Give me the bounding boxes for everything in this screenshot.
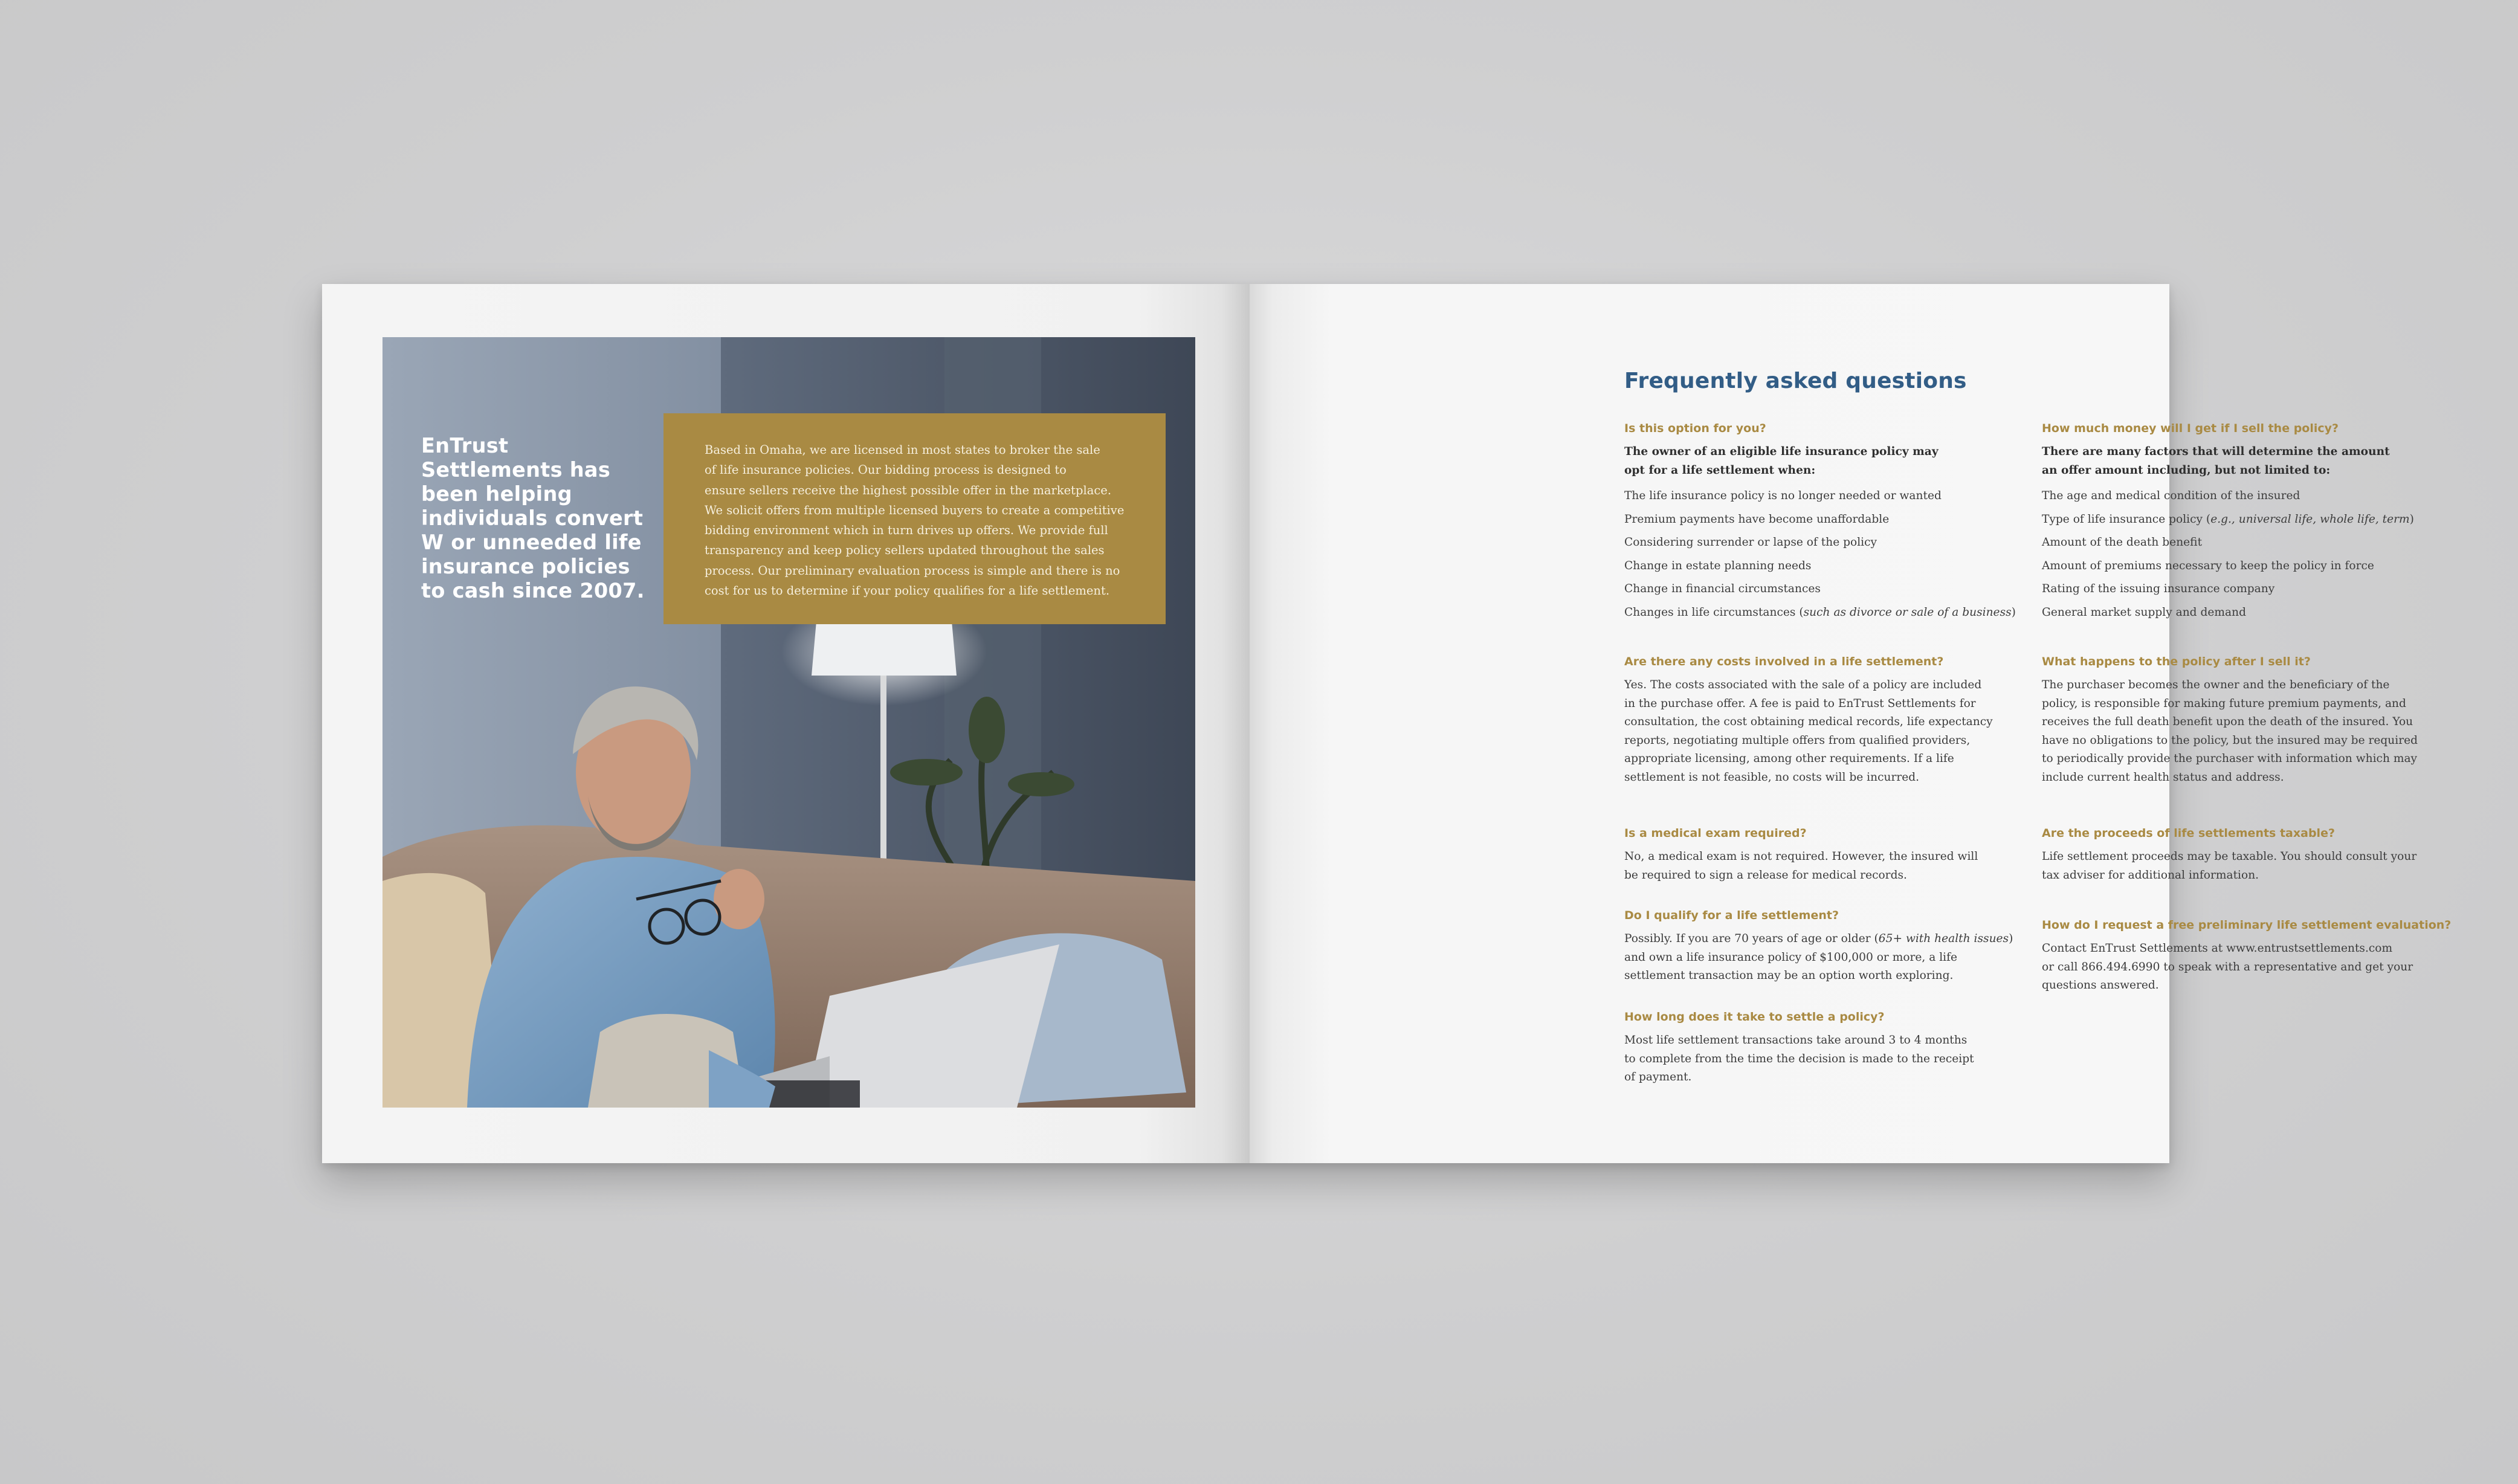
man-with-laptop-photo xyxy=(383,337,1195,1108)
faq-answer: Yes. The costs associated with the sale of a policy are included in the purchase offer. A fee is paid to EnTrust Settlements for consultation, the cost obtaining medical records, life expectancy reports, negotiating multiple offers from qualified providers, appropriate licensing, among other requirements. If a life settlement is not feasible, no costs will be incurred. xyxy=(1624,679,1993,784)
faq-lead: The owner of an eligible life insurance policy may opt for a life settlement when: xyxy=(1624,445,1939,477)
right-page xyxy=(1250,284,2452,1163)
faq-answer: Most life settlement transactions take around 3 to 4 months to complete from the time the decision is made to the receipt of payment. xyxy=(1624,1034,1974,1083)
faq-list xyxy=(2042,485,2465,624)
faq-question: Are the proceeds of life settlements taxable? xyxy=(2042,827,2335,840)
faq-question: Is this option for you? xyxy=(1624,422,1766,435)
list-item xyxy=(1624,601,2017,625)
list-item: Rating of the issuing insurance company xyxy=(2042,582,2275,595)
list-item: Amount of premiums necessary to keep the policy in force xyxy=(2042,559,2374,572)
answer-text: Possibly. If you are 70 years of age or older ( xyxy=(1624,932,1879,945)
faq-question: Do I qualify for a life settlement? xyxy=(1624,909,1839,922)
faq-question: How do I request a free preliminary life settlement evaluation? xyxy=(2042,918,2452,932)
faq-item-after-sale xyxy=(2042,654,2465,787)
faq-question: How much money will I get if I sell the policy? xyxy=(2042,422,2339,435)
list-item-text: Changes in life circumstances ( xyxy=(1624,605,1804,619)
intro-text: Based in Omaha, we are licensed in most states to broker the sale of life insurance policies. Our bidding process is designed to ensure sellers receive the highest possible offer in the marketplace. We solicit offers from multiple licensed buyers to create a competitive bidding environment which in turn drives up offers. We provide full transparency and keep policy sellers updated throughout the sales process. Our preliminary evaluation process is simple and there is no cost for us to determine if your policy qualifies for a life settlement. xyxy=(705,443,1125,598)
list-item: Premium payments have become unaffordable xyxy=(1624,512,1890,526)
list-item-suffix: ) xyxy=(2011,605,2016,619)
faq-item-timeline xyxy=(1624,1009,2017,1087)
faq-item-how-much xyxy=(2042,421,2465,624)
faq-answer: No, a medical exam is not required. However, the insured will be required to sign a release for medical records. xyxy=(1624,850,1978,882)
faq-item-eligibility xyxy=(1624,421,2017,624)
list-item-italic: such as divorce or sale of a business xyxy=(1803,605,2012,619)
faq-item-costs xyxy=(1624,654,2017,787)
faq-answer: The purchaser becomes the owner and the beneficiary of the policy, is responsible for making future premium payments, and receives the full death benefit upon the death of the insured. You have no obligations to the policy, but the insured may be required to periodically provide the purchaser with information which may include current health status and address. xyxy=(2042,679,2418,784)
faq-question: How long does it take to settle a policy? xyxy=(1624,1010,1885,1024)
list-item: Considering surrender or lapse of the policy xyxy=(1624,536,1877,549)
faq-item-request-evaluation xyxy=(2042,917,2477,995)
faq-lead: There are many factors that will determine the amount an offer amount including, but not limited to: xyxy=(2042,445,2390,477)
faq-item-qualify xyxy=(1624,908,2017,986)
list-item-suffix: ) xyxy=(2409,512,2414,526)
list-item: The age and medical condition of the insured xyxy=(2042,489,2300,502)
faq-question: Are there any costs involved in a life settlement? xyxy=(1624,655,1944,668)
list-item-italic: e.g., universal life, whole life, term xyxy=(2210,512,2410,526)
faq-answer xyxy=(1624,930,2017,986)
list-item: Change in estate planning needs xyxy=(1624,559,1812,572)
faq-answer: Life settlement proceeds may be taxable. You should consult your tax adviser for additional information. xyxy=(2042,850,2417,882)
answer-text: ) and own a life insurance policy of $100,000 or more, a life settlement transaction may be an option worth exploring. xyxy=(1624,932,2013,982)
intro-box xyxy=(663,413,1166,624)
list-item: The life insurance policy is no longer needed or wanted xyxy=(1624,489,1942,502)
list-item: Change in financial circumstances xyxy=(1624,582,1821,595)
list-item xyxy=(2042,508,2465,532)
answer-italic: 65+ with health issues xyxy=(1878,932,2009,945)
faq-item-medical-exam xyxy=(1624,825,2017,885)
list-item: Amount of the death benefit xyxy=(2042,536,2203,549)
list-item: General market supply and demand xyxy=(2042,605,2246,619)
faq-question: What happens to the policy after I sell it? xyxy=(2042,655,2311,668)
faq-question: Is a medical exam required? xyxy=(1624,827,1807,840)
faq-answer: Contact EnTrust Settlements at www.entrustsettlements.com or call 866.494.6990 to speak with a representative and get your questions answered. xyxy=(2042,942,2413,992)
brochure-spread xyxy=(322,284,2452,1163)
faq-list xyxy=(1624,485,2017,624)
list-item-text: Type of life insurance policy ( xyxy=(2042,512,2211,526)
faq-item-taxable xyxy=(2042,825,2465,885)
faq-title: Frequently asked questions xyxy=(1624,369,1967,393)
cover-headline: EnTrust Settlements has been helping individuals convert W or unneeded life insurance policies to cash since 2007. xyxy=(421,434,645,602)
left-page xyxy=(322,284,1250,1163)
